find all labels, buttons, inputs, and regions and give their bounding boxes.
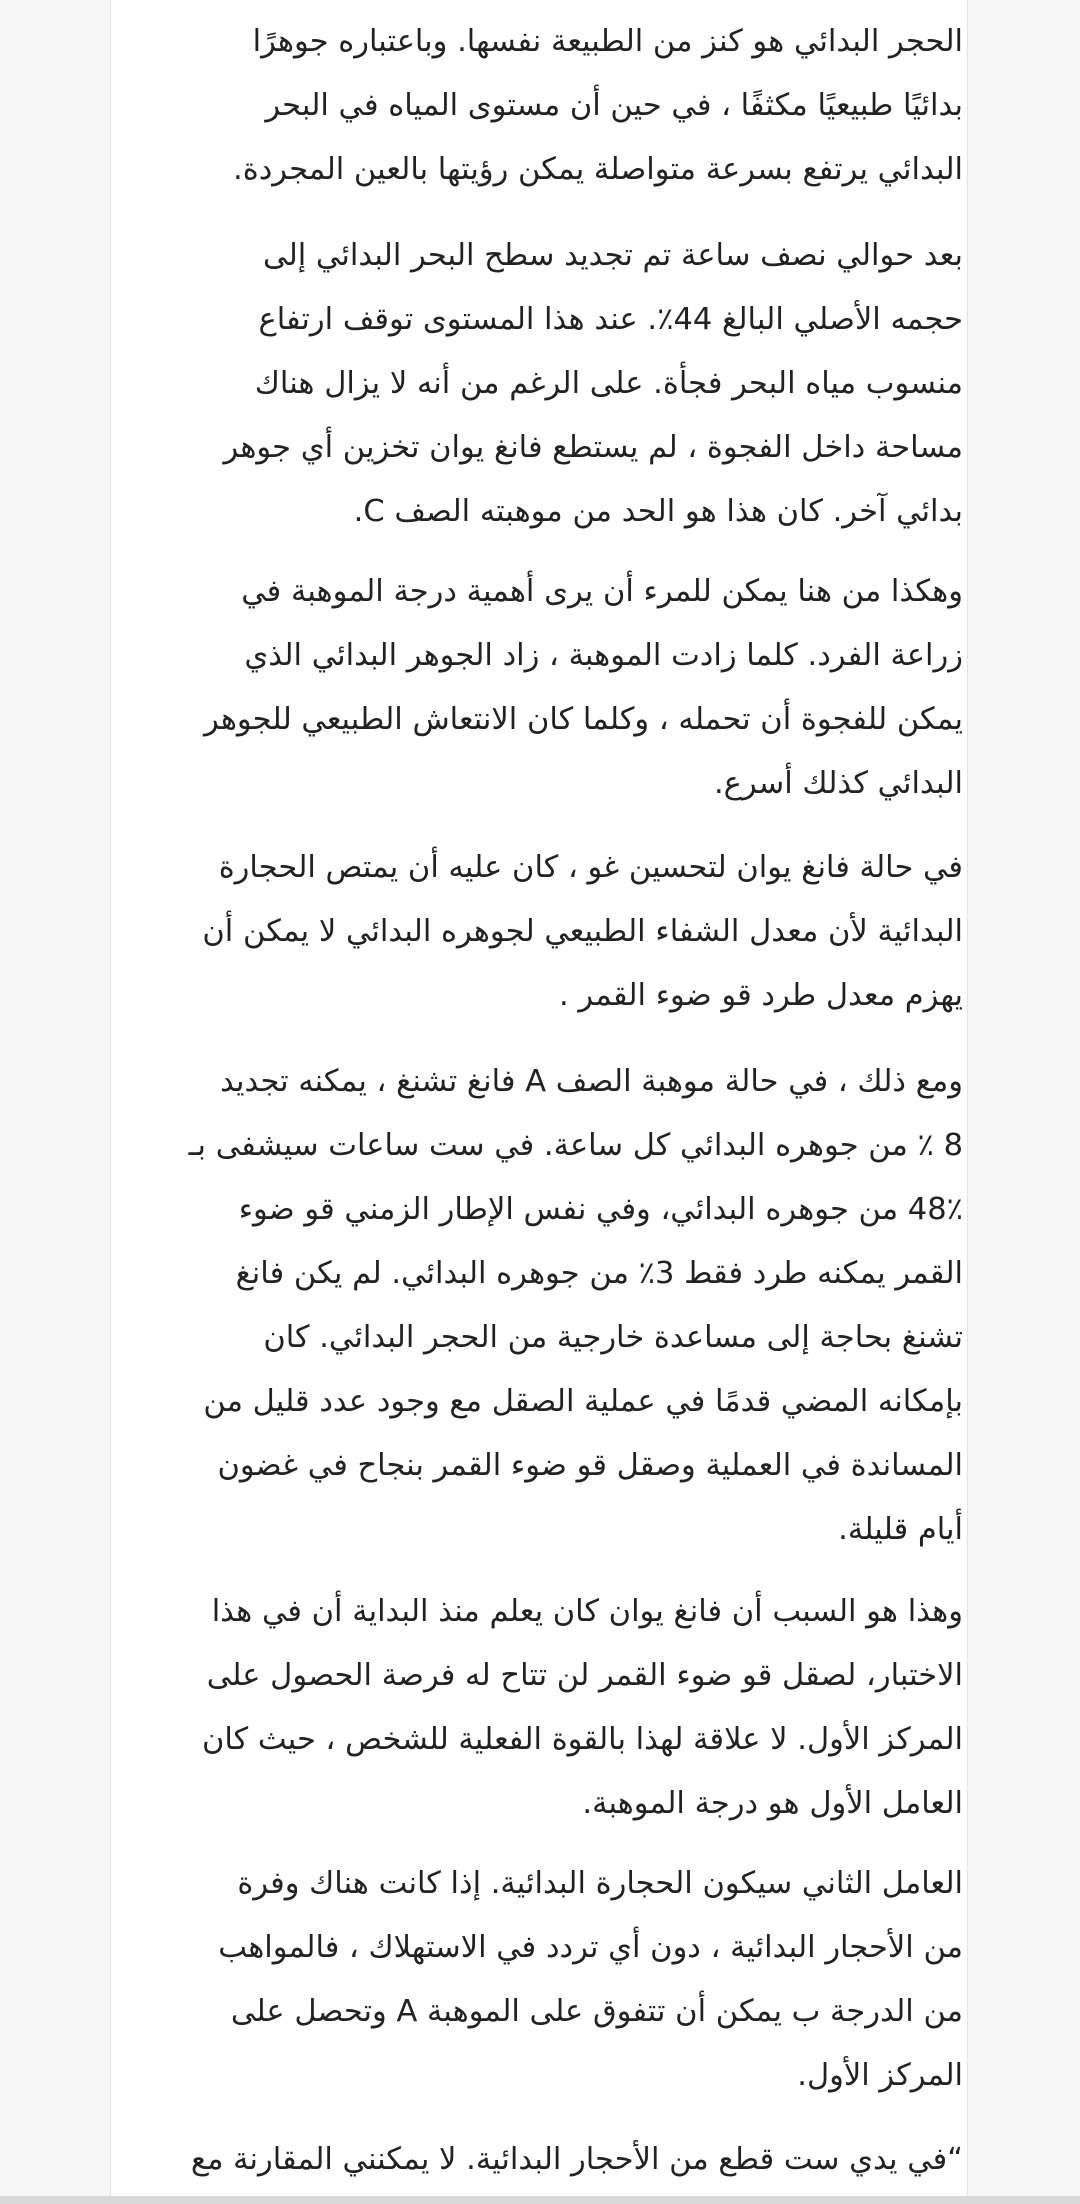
paragraph <box>83 10 963 202</box>
text-line: أيام قليلة. <box>838 1512 963 1547</box>
text-line: “في يدي ست قطع من الأحجار البدائية. لا يمكنني المقارنة مع <box>190 2142 963 2177</box>
paragraph <box>83 1580 963 1836</box>
text-line: زراعة الفرد. كلما زادت الموهبة ، زاد الجوهر البدائي الذي <box>244 638 963 673</box>
text-line: يهزم معدل طرد قو ضوء القمر . <box>558 978 963 1013</box>
paragraph <box>83 1852 963 2108</box>
text-line: القمر يمكنه طرد فقط 3٪ من جوهره البدائي. لم يكن فانغ <box>235 1256 963 1291</box>
text-line: البدائية لأن معدل الشفاء الطبيعي لجوهره البدائي لا يمكن أن <box>202 914 963 949</box>
text-line: المركز الأول. لا علاقة لهذا بالقوة الفعلية للشخص ، حيث كان <box>201 1722 963 1757</box>
paragraph <box>83 224 963 544</box>
text-line: بدائي آخر. كان هذا هو الحد من موهبته الصف C. <box>353 494 963 529</box>
text-line: في حالة فانغ يوان لتحسين غو ، كان عليه أن يمتص الحجارة <box>218 850 963 885</box>
text-line: البدائي كذلك أسرع. <box>713 766 963 801</box>
text-line: من الدرجة ب يمكن أن تتفوق على الموهبة A وتحصل على <box>230 1994 963 2029</box>
text-line: المركز الأول. <box>797 2058 963 2093</box>
text-line: منسوب مياه البحر فجأة. على الرغم من أنه لا يزال هناك <box>254 366 963 401</box>
text-line: المساندة في العملية وصقل قو ضوء القمر بنجاح في غضون <box>217 1448 963 1483</box>
text-line: يمكن للفجوة أن تحمله ، وكلما كان الانتعاش الطبيعي للجوهر <box>203 702 963 737</box>
text-line: بعد حوالي نصف ساعة تم تجديد سطح البحر البدائي إلى <box>263 238 963 273</box>
text-line: الحجر البدائي هو كنز من الطبيعة نفسها. وباعتباره جوهرًا <box>252 24 963 59</box>
text-line: العامل الأول هو درجة الموهبة. <box>582 1786 963 1821</box>
text-line: ومع ذلك ، في حالة موهبة الصف A فانغ تشنغ ، يمكنه تجديد <box>219 1064 963 1099</box>
text-line: حجمه الأصلي البالغ 44٪. عند هذا المستوى توقف ارتفاع <box>258 302 963 337</box>
text-line: تشنغ بحاجة إلى مساعدة خارجية من الحجر البدائي. كان <box>263 1320 963 1355</box>
text-line: مساحة داخل الفجوة ، لم يستطع فانغ يوان تخزين أي جوهر <box>223 430 963 465</box>
text-line: الاختبار، لصقل قو ضوء القمر لن تتاح له فرصة الحصول على <box>206 1658 963 1693</box>
text-line: بدائيًا طبيعيًا مكثفًا ، في حين أن مستوى المياه في البحر <box>265 88 963 123</box>
paragraph <box>83 2128 963 2192</box>
paragraph <box>83 836 963 1028</box>
text-line: وهكذا من هنا يمكن للمرء أن يرى أهمية درجة الموهبة في <box>241 574 963 609</box>
text-line: العامل الثاني سيكون الحجارة البدائية. إذا كانت هناك وفرة <box>237 1866 963 1901</box>
text-line: 48٪ من جوهره البدائي، وفي نفس الإطار الزمني قو ضوء <box>238 1192 963 1227</box>
text-line: بإمكانه المضي قدمًا في عملية الصقل مع وجود عدد قليل من <box>203 1384 963 1419</box>
text-line: وهذا هو السبب أن فانغ يوان كان يعلم منذ البداية أن في هذا <box>211 1594 963 1629</box>
paragraph <box>83 1050 963 1562</box>
text-line: 8 ٪ من جوهره البدائي كل ساعة. في ست ساعات سيشفى بـ <box>188 1128 963 1163</box>
paragraph <box>83 560 963 816</box>
text-line: من الأحجار البدائية ، دون أي تردد في الاستهلاك ، فالمواهب <box>218 1930 963 1965</box>
bottom-scroll-bar <box>0 2196 1080 2204</box>
text-line: البدائي يرتفع بسرعة متواصلة يمكن رؤيتها بالعين المجردة. <box>233 152 963 187</box>
